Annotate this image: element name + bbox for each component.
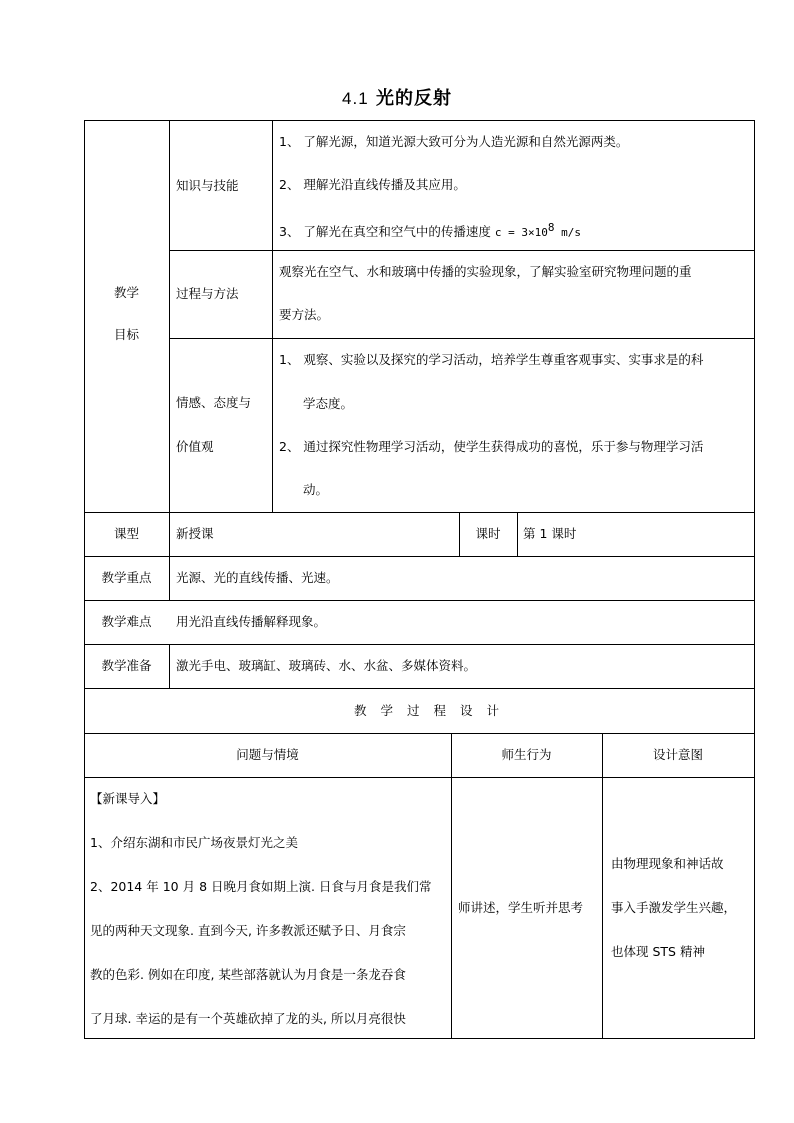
table-rule [169,338,755,339]
column-header-actions: 师生行为 [501,747,552,762]
knowledge-item-2: 2、 理解光沿直线传播及其应用。 [279,177,466,192]
table-rule-vertical [602,733,603,1038]
key-points-label: 教学重点 [101,570,152,585]
knowledge-label: 知识与技能 [176,178,239,193]
title-text: 光的反射 [375,88,452,109]
intro-para-line: 教的色彩. 例如在印度, 某些部落就认为月食是一条龙吞食 [90,967,406,982]
preparation-value: 激光手电、玻璃缸、玻璃砖、水、水盆、多媒体资料。 [176,658,477,673]
key-points-value: 光源、光的直线传播、光速。 [176,570,339,585]
process-line1: 观察光在空气、水和玻璃中传播的实验现象，了解实验室研究物理问题的重 [279,264,692,279]
process-label: 过程与方法 [176,286,239,301]
table-rule [84,556,755,557]
intro-para-line: 2、2014 年 10 月 8 日晚月食如期上演. 日食与月食是我们常 [90,879,432,894]
intent-line: 由物理现象和神话故 [611,856,724,871]
attitude-item1-line2: 学态度。 [303,396,354,411]
title-number: 4.1 [342,89,369,108]
speed-unit: m/s [554,226,582,240]
knowledge-item-1: 1、 了解光源，知道光源大致可分为人造光源和自然光源两类。 [279,134,629,149]
table-rule [84,512,755,513]
table-rule-vertical [272,120,273,512]
table-rule-vertical [169,644,170,688]
period-label: 课时 [475,526,501,541]
table-rule [84,777,755,778]
table-rule [169,250,755,251]
process-line2: 要方法。 [279,307,330,322]
speed-formula: c = 3×10 [494,226,548,240]
attitude-label-line1: 情感、态度与 [176,395,252,410]
intro-line1: 1、介绍东湖和市民广场夜景灯光之美 [90,835,298,850]
course-type-value: 新授课 [176,526,214,541]
speed-exponent: 8 [547,221,555,234]
attitude-label-line2: 价值观 [176,439,214,454]
column-header-situation: 问题与情境 [236,747,299,762]
intent-line: 也体现 STS 精神 [611,944,705,959]
attitude-item1-line1: 1、 观察、实验以及探究的学习活动，培养学生尊重客观事实、实事求是的科 [279,352,704,367]
objectives-label-line1: 教学 [113,285,139,300]
intro-para-line: 见的两种天文现象. 直到今天, 许多教派还赋予日、月食宗 [90,923,406,938]
objectives-label-line2: 目标 [113,327,139,342]
table-border-top [84,120,755,121]
table-rule-vertical [451,733,452,1038]
table-rule-vertical [517,512,518,556]
preparation-label: 教学准备 [101,658,152,673]
intent-line: 事入手激发学生兴趣， [611,900,737,915]
attitude-item2-line1: 2、 通过探究性物理学习活动，使学生获得成功的喜悦，乐于参与物理学习活 [279,439,704,454]
table-rule [84,688,755,689]
course-type-label: 课型 [113,526,139,541]
intro-para-line: 了月球. 幸运的是有一个英雄砍掉了龙的头, 所以月亮很快 [90,1011,406,1026]
table-border-bottom [84,1038,755,1039]
knowledge-item-3-text: 3、 了解光在真空和空气中的传播速度 [279,224,491,240]
table-border-right [754,120,755,1038]
knowledge-item-3 [279,220,581,241]
intro-heading: 【新课导入】 [90,791,166,806]
attitude-item2-line2: 动。 [303,482,329,497]
table-rule [84,733,755,734]
process-design-heading: 教学过程设计 [353,703,513,718]
table-rule [84,600,755,601]
period-value: 第 1 课时 [523,526,577,541]
difficulty-label: 教学难点 [101,614,152,629]
table-rule-vertical [169,120,170,600]
table-rule [84,644,755,645]
teacher-action: 师讲述，学生听并思考 [458,900,584,915]
column-header-intent: 设计意图 [652,747,703,762]
difficulty-value: 用光沿直线传播解释现象。 [176,614,327,629]
